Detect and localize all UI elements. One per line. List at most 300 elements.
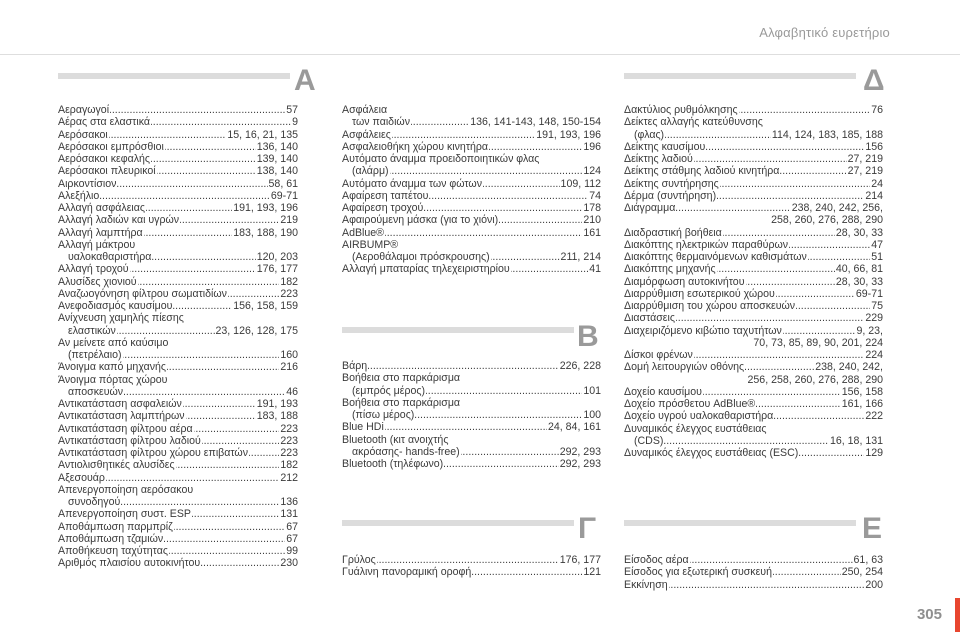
- page-accent-tab: [955, 598, 960, 632]
- dot-leader: [774, 410, 864, 422]
- dot-leader: [783, 325, 856, 337]
- index-entry-line: [68, 349, 298, 361]
- dot-leader: [109, 129, 227, 141]
- dot-leader: [228, 288, 279, 300]
- index-pages: 183, 188: [256, 410, 298, 423]
- index-pages: 76: [871, 104, 883, 116]
- index-pages: 23, 126, 128, 175: [215, 324, 298, 337]
- index-term: Διακόπτης θερμαινόμενων καθισμάτων: [624, 251, 807, 263]
- index-entry: [58, 129, 298, 141]
- index-entry: [624, 227, 883, 239]
- index-entry-line: [352, 446, 601, 458]
- dot-leader: [676, 202, 790, 214]
- index-pages: 109, 112: [560, 177, 601, 190]
- dot-leader: [746, 276, 835, 288]
- dot-leader: [202, 435, 280, 447]
- index-entry-line: [624, 422, 883, 435]
- index-pages: 219: [280, 214, 298, 227]
- index-pages: 67: [286, 532, 298, 545]
- index-column-a-left: [58, 104, 298, 570]
- index-subterm: υαλοκαθαριστήρα: [68, 251, 152, 263]
- index-term: Αξεσουάρ: [58, 471, 105, 484]
- index-pages: 28, 30, 33: [835, 275, 883, 288]
- index-pages: 47: [871, 238, 883, 251]
- index-entry: [58, 312, 298, 337]
- index-entry: [58, 276, 298, 288]
- index-entry-line: [634, 374, 883, 386]
- index-entry: [58, 165, 298, 177]
- index-term: Δείκτης στάθμης λαδιού κινητήρα: [624, 165, 780, 178]
- index-subterm: ακρόασης- hands-free): [352, 445, 460, 458]
- index-term: Αφαιρούμενη μάσκα (για το χιόνι): [342, 214, 499, 227]
- index-term: Αντικατάσταση φίλτρου χώρου επιβατών: [58, 447, 248, 459]
- index-entry: [624, 386, 883, 398]
- page-header-title: Αλφαβητικό ευρετήριο: [759, 25, 890, 40]
- index-term: Δείκτης λαδιού: [624, 153, 693, 165]
- index-pages: 250, 254: [841, 566, 883, 579]
- index-pages: 101: [583, 384, 601, 397]
- index-entry-line: [342, 238, 601, 251]
- dot-leader: [739, 104, 871, 116]
- index-entry: [342, 434, 601, 459]
- dot-leader: [429, 190, 588, 202]
- index-entry: [624, 288, 883, 300]
- index-entry: [342, 104, 601, 129]
- index-pages: 156, 158: [841, 385, 883, 398]
- section-d-bar: [624, 73, 856, 79]
- dot-leader: [717, 190, 864, 202]
- index-entry: [624, 312, 883, 324]
- index-entry: [58, 214, 298, 226]
- index-entry-line: [58, 483, 298, 496]
- index-term: Αντικατάσταση φίλτρου λαδιού: [58, 434, 201, 447]
- index-subterm: (φλας): [634, 128, 665, 141]
- index-entry: [624, 239, 883, 251]
- index-pages: 161, 166: [841, 398, 883, 410]
- index-term: Αλλαγή μάκτρου: [58, 238, 136, 251]
- index-entry: [58, 202, 298, 214]
- index-entry-line: [352, 409, 601, 421]
- index-subterm: αποσκευών: [68, 385, 124, 398]
- index-term: Αποθάμπωση παρμπρίζ: [58, 520, 173, 533]
- section-e-bar: [624, 520, 856, 526]
- index-pages: 223: [280, 447, 298, 459]
- index-entry: [58, 263, 298, 275]
- index-pages: 41: [589, 263, 601, 276]
- index-entry: [624, 300, 883, 312]
- index-pages: 229: [865, 312, 883, 325]
- index-pages: 24, 84, 161: [547, 421, 601, 434]
- index-entry: [58, 288, 298, 300]
- index-entry: [58, 398, 298, 410]
- index-entry: [624, 141, 883, 153]
- index-entry: [58, 227, 298, 239]
- dot-leader: [676, 312, 864, 324]
- section-e-letter: Ε: [862, 512, 883, 545]
- dot-leader: [173, 300, 232, 312]
- dot-leader: [249, 447, 279, 459]
- index-entry: [342, 566, 601, 578]
- index-entry: [342, 153, 601, 178]
- index-term: Αλλαγή ασφάλειας: [58, 202, 146, 214]
- index-entry-line: [58, 238, 298, 251]
- dot-leader: [180, 214, 279, 226]
- index-entry: [342, 554, 601, 566]
- index-term: Διαμόρφωση αυτοκινήτου: [624, 275, 745, 288]
- index-entry: [624, 554, 883, 566]
- index-term: Γρύλος: [342, 554, 376, 566]
- index-entry-line: [342, 104, 601, 116]
- index-pages: 121: [583, 566, 601, 579]
- index-entry-line: [68, 325, 298, 337]
- index-entry: [58, 153, 298, 165]
- index-term: Αλλαγή λαμπτήρα: [58, 226, 143, 239]
- index-pages: 67: [286, 520, 298, 533]
- dot-leader: [385, 421, 547, 433]
- index-column-e: [624, 554, 883, 591]
- index-term: Διαστάσεις: [624, 312, 675, 325]
- section-d-letter: Δ: [863, 64, 885, 97]
- section-a-letter: A: [294, 64, 316, 97]
- dot-leader: [665, 129, 771, 141]
- dot-leader: [756, 398, 841, 410]
- dot-leader: [745, 361, 814, 373]
- index-subterm: των παιδιών: [352, 116, 411, 129]
- index-term: Αεραγωγοί: [58, 104, 110, 116]
- index-pages: 46: [286, 385, 298, 398]
- index-entry: [342, 421, 601, 433]
- dot-leader: [415, 409, 582, 421]
- index-pages: 24: [871, 177, 883, 190]
- index-term: Γυάλινη πανοραμική οροφή: [342, 566, 472, 579]
- dot-leader: [167, 361, 279, 373]
- index-pages: 191, 193: [256, 398, 298, 410]
- dot-leader: [720, 178, 870, 190]
- index-term: Διαχειριζόμενο κιβώτιο ταχυτήτων: [624, 324, 782, 337]
- index-entry: [342, 214, 601, 226]
- dot-leader: [706, 141, 864, 153]
- index-term: Δοχείο πρόσθετου AdBlue®: [624, 398, 756, 410]
- dot-leader: [183, 398, 256, 410]
- index-pages: 61, 63: [853, 554, 883, 566]
- index-term: Δείκτες αλλαγής κατεύθυνσης: [624, 116, 763, 129]
- index-subterm: ελαστικών: [68, 324, 116, 337]
- index-pages: 230: [280, 557, 298, 570]
- index-entry: [624, 410, 883, 422]
- dot-leader: [138, 276, 280, 288]
- index-entry: [58, 545, 298, 557]
- index-pages: 178: [583, 202, 601, 214]
- index-entry: [342, 141, 601, 153]
- index-entry-line: [352, 165, 601, 177]
- dot-leader: [511, 263, 589, 275]
- index-term: Δυναμικός έλεγχος ευστάθειας: [624, 422, 767, 435]
- dot-leader: [472, 566, 582, 578]
- index-term: Διαρρύθμιση του χώρου αποσκευών: [624, 300, 796, 312]
- index-entry-line: [624, 202, 883, 214]
- index-pages: 129: [865, 447, 883, 459]
- index-entry-line: [58, 373, 298, 386]
- dot-leader: [174, 521, 285, 533]
- index-pages: 58, 61: [268, 177, 298, 190]
- index-entry-line: [342, 396, 601, 409]
- index-pages: 196: [583, 140, 601, 153]
- index-pages: 183, 188, 190: [233, 226, 298, 239]
- index-term: Αντικατάσταση φίλτρου αέρα: [58, 422, 193, 435]
- section-g-bar: [342, 520, 574, 526]
- index-term: Αλλαγή μπαταρίας τηλεχειριστηρίου: [342, 263, 510, 276]
- index-pages: 223: [280, 287, 298, 300]
- index-pages: 182: [280, 275, 298, 288]
- index-entry-line: [624, 116, 883, 129]
- index-term: Αυτόματο άναμμα προειδοποιητικών φλας: [342, 153, 540, 165]
- index-pages: 40, 66, 81: [835, 263, 883, 276]
- dot-leader: [690, 554, 853, 566]
- dot-leader: [100, 190, 270, 202]
- index-entry: [58, 508, 298, 520]
- index-entry: [624, 349, 883, 361]
- dot-leader: [799, 447, 864, 459]
- index-term: Αερόσακοι εμπρόσθιοι: [58, 140, 164, 153]
- dot-leader: [491, 251, 560, 263]
- index-pages: 136, 140: [256, 140, 298, 153]
- index-subterm: (εμπρός μέρος): [352, 384, 426, 397]
- index-entry-line: [634, 214, 883, 226]
- dot-leader: [489, 141, 582, 153]
- index-entry: [58, 374, 298, 399]
- index-entry: [58, 423, 298, 435]
- index-entry: [342, 227, 601, 239]
- index-term: Είσοδος αέρα: [624, 554, 689, 566]
- index-pages: 156, 158, 159: [233, 300, 298, 312]
- index-pages: 256, 258, 260, 276, 288, 290: [747, 373, 883, 386]
- dot-leader: [703, 386, 841, 398]
- index-pages: 70, 73, 85, 89, 90, 201, 224: [753, 336, 883, 349]
- index-term: Δομή λειτουργιών οθόνης: [624, 361, 745, 374]
- dot-leader: [151, 116, 291, 128]
- dot-leader: [110, 104, 285, 116]
- index-term: Αντικατάσταση ασφαλειών: [58, 398, 182, 410]
- index-subterm: (Αεροθάλαμοι πρόσκρουσης): [352, 251, 490, 263]
- index-term: Βοήθεια στο παρκάρισμα: [342, 396, 461, 409]
- index-entry: [342, 263, 601, 275]
- index-pages: 176, 177: [559, 554, 601, 566]
- index-entry-line: [352, 385, 601, 397]
- index-entry: [58, 484, 298, 509]
- dot-leader: [165, 141, 256, 153]
- index-entry-line: [352, 251, 601, 263]
- section-b-bar: [342, 327, 574, 333]
- index-entry: [58, 521, 298, 533]
- index-term: Δοχείο υγρού υαλοκαθαριστήρα: [624, 410, 774, 423]
- index-entry: [58, 447, 298, 459]
- index-entry: [624, 104, 883, 116]
- index-term: Διάγραμμα: [624, 202, 676, 214]
- index-entry: [58, 239, 298, 264]
- index-entry: [342, 397, 601, 422]
- index-term: Αλυσίδες χιονιού: [58, 275, 137, 288]
- index-term: Ασφάλειες: [342, 128, 391, 141]
- index-pages: 138, 140: [256, 165, 298, 178]
- index-term: Αιρκοντίσιον: [58, 177, 117, 190]
- index-pages: 182: [280, 459, 298, 472]
- index-entry: [624, 190, 883, 202]
- index-pages: 216: [280, 361, 298, 374]
- dot-leader: [390, 165, 583, 177]
- index-entry: [58, 410, 298, 422]
- index-entry: [342, 458, 601, 470]
- index-column-a-middle: [342, 104, 601, 276]
- dot-leader: [808, 251, 870, 263]
- index-column-g: [342, 554, 601, 579]
- index-subterm: (πίσω μέρος): [352, 409, 415, 421]
- index-entry: [624, 361, 883, 386]
- dot-leader: [780, 165, 846, 177]
- index-pages: 223: [280, 434, 298, 447]
- index-term: Bluetooth (κιτ ανοιχτής: [342, 433, 449, 446]
- index-term: Blue HDi: [342, 421, 384, 434]
- index-term: Αερόσακοι πλευρικοί: [58, 165, 156, 178]
- dot-leader: [796, 300, 870, 312]
- index-pages: 238, 240, 242, 256,: [791, 202, 883, 214]
- index-entry: [58, 178, 298, 190]
- index-term: Αλλαγή τροχού: [58, 263, 129, 276]
- index-term: Ασφαλειοθήκη χώρου κινητήρα: [342, 140, 489, 153]
- index-pages: 136, 141-143, 148, 150-154: [470, 116, 601, 129]
- index-pages: 136: [280, 496, 298, 508]
- index-term: Απενεργοποίηση αερόσακου: [58, 483, 194, 496]
- index-entry: [624, 276, 883, 288]
- index-pages: 191, 193, 196: [536, 128, 601, 141]
- dot-leader: [117, 325, 215, 337]
- index-pages: 131: [280, 508, 298, 521]
- dot-leader: [789, 239, 870, 251]
- index-pages: 292, 293: [559, 458, 601, 470]
- index-entry-line: [68, 251, 298, 263]
- index-entry: [342, 178, 601, 190]
- index-pages: 258, 260, 276, 288, 290: [771, 214, 883, 227]
- dot-leader: [461, 446, 559, 458]
- index-entry-line: [634, 129, 883, 141]
- index-term: Βοήθεια στο παρκάρισμα: [342, 372, 461, 385]
- dot-leader: [106, 472, 279, 484]
- dot-leader: [152, 251, 255, 263]
- index-pages: 160: [280, 349, 298, 361]
- dot-leader: [694, 153, 847, 165]
- header-divider: [0, 54, 960, 55]
- index-entry: [624, 153, 883, 165]
- index-entry: [624, 447, 883, 459]
- index-term: Δοχείο καυσίμου: [624, 385, 702, 398]
- index-entry: [624, 178, 883, 190]
- index-entry-line: [342, 153, 601, 165]
- index-entry: [342, 372, 601, 397]
- index-pages: 191, 193, 196: [233, 202, 298, 214]
- dot-leader: [694, 349, 865, 361]
- index-term: Δέρμα (συντήρηση): [624, 189, 717, 202]
- index-pages: 211, 214: [560, 251, 601, 263]
- index-pages: 99: [286, 545, 298, 557]
- index-term: Ανεφοδιασμός καυσίμου: [58, 300, 173, 312]
- index-term: Αποθήκευση ταχύτητας: [58, 545, 168, 557]
- index-term: Αποθάμπωση τζαμιών: [58, 532, 164, 545]
- index-entry-line: [342, 372, 601, 385]
- index-entry: [58, 116, 298, 128]
- index-pages: 238, 240, 242,: [815, 361, 883, 374]
- index-entry: [58, 337, 298, 362]
- index-entry: [58, 472, 298, 484]
- index-term: Είσοδος για εξωτερική συσκευή: [624, 566, 772, 579]
- index-term: Απενεργοποίηση συστ. ESP: [58, 508, 191, 521]
- index-entry: [342, 190, 601, 202]
- dot-leader: [146, 202, 232, 214]
- index-term: Άνοιγμα καπό μηχανής: [58, 361, 167, 374]
- index-entry: [342, 360, 601, 372]
- index-pages: 57: [286, 104, 298, 116]
- dot-leader: [124, 386, 285, 398]
- index-pages: 69-71: [855, 287, 883, 300]
- index-pages: 161: [583, 226, 601, 239]
- index-term: Αέρας στα ελαστικά: [58, 116, 150, 129]
- index-term: Αλλαγή λαδιών και υγρών: [58, 214, 180, 227]
- index-pages: 74: [589, 189, 601, 202]
- dot-leader: [424, 202, 582, 214]
- index-pages: 100: [583, 409, 601, 421]
- index-entry: [624, 251, 883, 263]
- dot-leader: [377, 554, 559, 566]
- dot-leader: [121, 496, 279, 508]
- index-pages: 27, 219: [847, 153, 883, 165]
- index-entry-line: [634, 435, 883, 447]
- index-entry: [624, 423, 883, 448]
- index-pages: 27, 219: [847, 165, 883, 178]
- index-term: Εκκίνηση: [624, 578, 668, 591]
- index-term: Αερόσακοι κεφαλής: [58, 153, 151, 165]
- dot-leader: [201, 557, 279, 569]
- dot-leader: [426, 385, 582, 397]
- dot-leader: [483, 178, 560, 190]
- index-term: Αυτόματο άναμμα των φώτων: [342, 177, 482, 190]
- index-entry: [342, 239, 601, 264]
- dot-leader: [773, 566, 841, 578]
- page-number: 305: [916, 606, 942, 623]
- index-column-d: [624, 104, 883, 459]
- index-entry: [58, 361, 298, 373]
- index-term: Αφαίρεση τροχού: [342, 202, 424, 214]
- index-term: Αερόσακοι: [58, 128, 108, 141]
- index-entry: [58, 104, 298, 116]
- dot-leader: [192, 508, 279, 520]
- index-term: Bluetooth (τηλέφωνο): [342, 458, 444, 470]
- index-pages: 9: [292, 116, 298, 129]
- section-a-bar: [58, 73, 290, 79]
- dot-leader: [392, 129, 535, 141]
- index-pages: 139, 140: [256, 153, 298, 165]
- dot-leader: [164, 533, 285, 545]
- dot-leader: [123, 349, 280, 361]
- index-pages: 222: [865, 410, 883, 423]
- section-g-letter: Γ: [578, 512, 597, 545]
- index-pages: 176, 177: [256, 263, 298, 276]
- index-term: Αντιολισθητικές αλυσίδες: [58, 459, 175, 472]
- index-term: Διαδραστική βοήθεια: [624, 226, 722, 239]
- index-subterm: (πετρέλαιο): [68, 349, 122, 361]
- index-entry: [58, 459, 298, 471]
- index-term: Δείκτης συντήρησης: [624, 177, 719, 190]
- index-pages: 16, 18, 131: [829, 434, 883, 447]
- index-entry: [624, 165, 883, 177]
- index-entry: [624, 579, 883, 591]
